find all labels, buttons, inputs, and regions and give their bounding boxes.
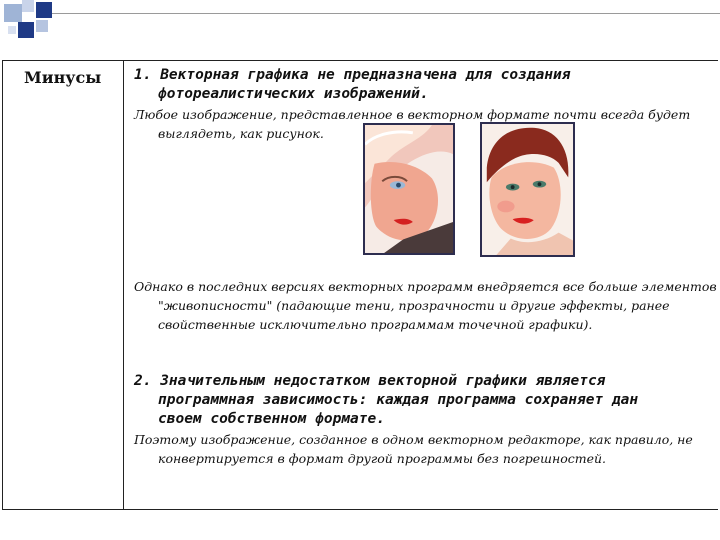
point2-heading-cont: своем собственном формате. bbox=[158, 411, 385, 427]
mid-text: Однако в последних версиях векторных программ внедряется все больше элементов bbox=[134, 279, 717, 294]
point2-heading: 2. Значительным недостатком векторной графики является bbox=[134, 373, 606, 389]
point1-heading-cont: фотореалистических изображений. bbox=[158, 86, 429, 102]
vector-portrait-image-2 bbox=[480, 122, 575, 257]
point1-text: Любое изображение, представленное в векторном формате почти всегда будет bbox=[134, 107, 691, 122]
corner-square-decoration bbox=[36, 20, 48, 32]
mid-text-cont: свойственные исключительно программам точечной графики). bbox=[158, 317, 593, 332]
header-divider-line bbox=[52, 13, 720, 14]
corner-square-decoration bbox=[22, 0, 34, 12]
vector-portrait-image-1 bbox=[363, 123, 455, 255]
table-column-divider bbox=[123, 60, 124, 510]
point1-heading: 1. Векторная графика не предназначена для создания bbox=[134, 67, 571, 83]
corner-square-decoration bbox=[36, 2, 52, 18]
minuses-label: Минусы bbox=[24, 68, 102, 87]
point1-text-cont: выглядеть, как рисунок. bbox=[158, 126, 324, 141]
point2-heading-cont: программная зависимость: каждая программа сохраняет дан bbox=[158, 392, 639, 408]
corner-square-decoration bbox=[4, 4, 22, 22]
point2-text: Поэтому изображение, созданное в одном векторном редакторе, как правило, не bbox=[134, 432, 693, 447]
corner-square-decoration bbox=[18, 22, 34, 38]
point2-text-cont: конвертируется в формат другой программы без погрешностей. bbox=[158, 451, 607, 466]
mid-text-cont: "живописности" (падающие тени, прозрачности и другие эффекты, ранее bbox=[158, 298, 670, 313]
corner-square-decoration bbox=[8, 26, 16, 34]
